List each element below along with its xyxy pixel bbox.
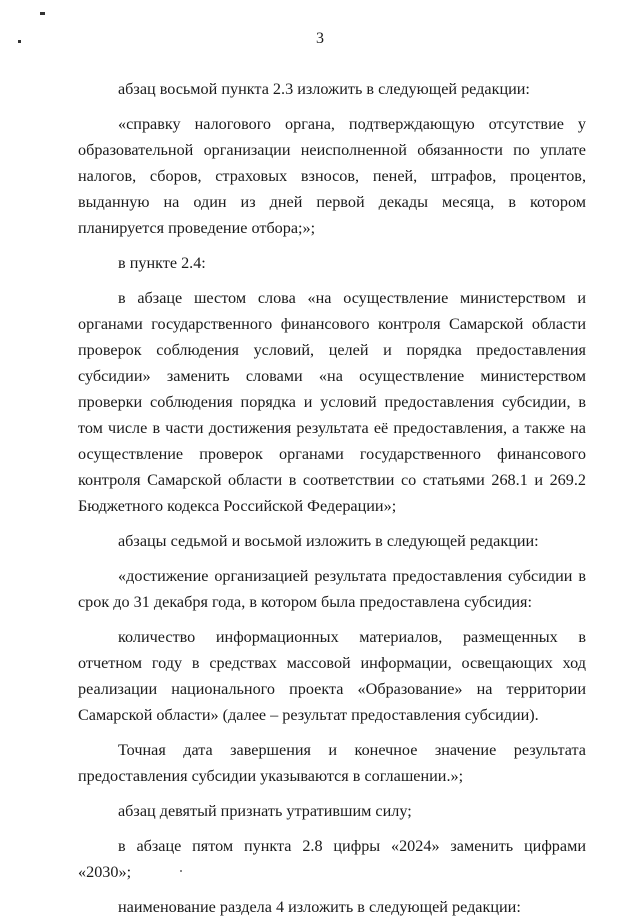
paragraph: в пункте 2.4: (118, 254, 206, 272)
scan-artifact (40, 12, 45, 15)
paragraph: «достижение организацией результата предоставления субсидии в срок до 31 декабря года, в котором была предоставлена субсидия: (78, 567, 586, 611)
paragraph: наименование раздела 4 изложить в следующей редакции: (118, 898, 521, 916)
page-number: 3 (316, 30, 324, 47)
paragraph: в абзаце шестом слова «на осуществление министерством и органами государственного финансового контроля Самарской области проверок соблюдения условий, целей и порядка предоставления субсидии» заменить словами «на осуществление министерством проверки соблюдения порядка и условий предоставления субсидии, в том числе в части достижения результата её предоставления, а также на осуществление проверок органами государственного финансового контроля Самарской области в соответствии со статьями 268.1 и 269.2 Бюджетного кодекса Российской Федерации»; (78, 289, 586, 515)
paragraph: в абзаце пятом пункта 2.8 цифры «2024» заменить цифрами «2030»; (78, 837, 586, 881)
paragraph: абзац девятый признать утратившим силу; (118, 802, 412, 820)
paragraph: количество информационных материалов, размещенных в отчетном году в средствах массовой информации, освещающих ход реализации национального проекта «Образование» на территории Самарской области» (далее – результат предоставления субсидии). (78, 628, 586, 724)
document-body (78, 76, 586, 920)
paragraph: абзац восьмой пункта 2.3 изложить в следующей редакции: (118, 80, 530, 98)
paragraph: «справку налогового органа, подтверждающую отсутствие у образовательной организации неисполненной обязанности по уплате налогов, сборов, страховых взносов, пеней, штрафов, процентов, выданную на один из дней первой декады месяца, в котором планируется проведение отбора;»; (78, 115, 586, 237)
paragraph: абзацы седьмой и восьмой изложить в следующей редакции: (118, 532, 539, 550)
paragraph: Точная дата завершения и конечное значение результата предоставления субсидии указываются в соглашении.»; (78, 741, 586, 785)
